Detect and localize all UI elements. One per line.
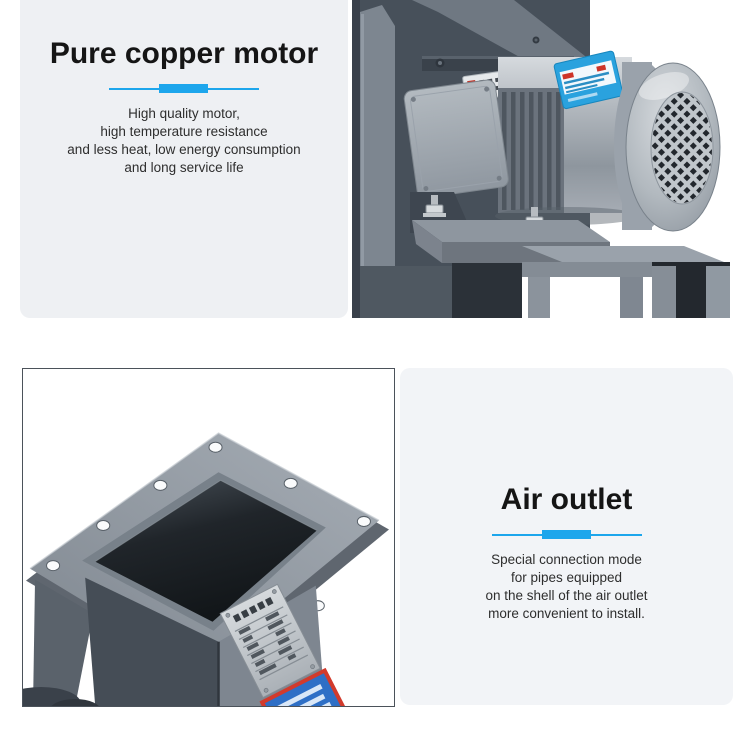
motor-base-top [412, 220, 610, 242]
description-line: high temperature resistance [100, 124, 268, 139]
description-line: and long service life [124, 160, 244, 175]
description-line: Special connection mode [491, 552, 642, 567]
divider-accent [159, 84, 208, 93]
stand-leg [620, 277, 643, 318]
motor-description [20, 105, 348, 177]
section-title-motor: Pure copper motor [49, 37, 319, 70]
motor-text-panel [20, 0, 348, 318]
stand-leg [528, 277, 550, 318]
stand-leg [652, 266, 676, 318]
motor-photo-illustration [352, 0, 737, 318]
stand-leg [706, 266, 730, 318]
housing-edge [352, 0, 360, 318]
air-outlet-description [400, 551, 733, 623]
motor-photo [352, 0, 737, 318]
side-panel [360, 5, 395, 302]
junction-box [403, 79, 509, 199]
air-outlet-illustration [23, 369, 394, 706]
air-outlet-photo [22, 368, 395, 707]
section-title-air-outlet: Air outlet [500, 483, 633, 516]
description-line: on the shell of the air outlet [485, 588, 648, 603]
description-line: and less heat, low energy consumption [67, 142, 301, 157]
description-line: High quality motor, [128, 106, 240, 121]
air-outlet-text-panel [400, 368, 733, 705]
title-divider [492, 530, 642, 539]
divider-accent [542, 530, 591, 539]
title-divider [109, 84, 259, 93]
description-line: more convenient to install. [488, 606, 645, 621]
description-line: for pipes equipped [510, 570, 623, 585]
housing-lower [360, 266, 452, 318]
side-panel-highlight [361, 14, 364, 300]
vent-grille-icon [652, 93, 712, 203]
